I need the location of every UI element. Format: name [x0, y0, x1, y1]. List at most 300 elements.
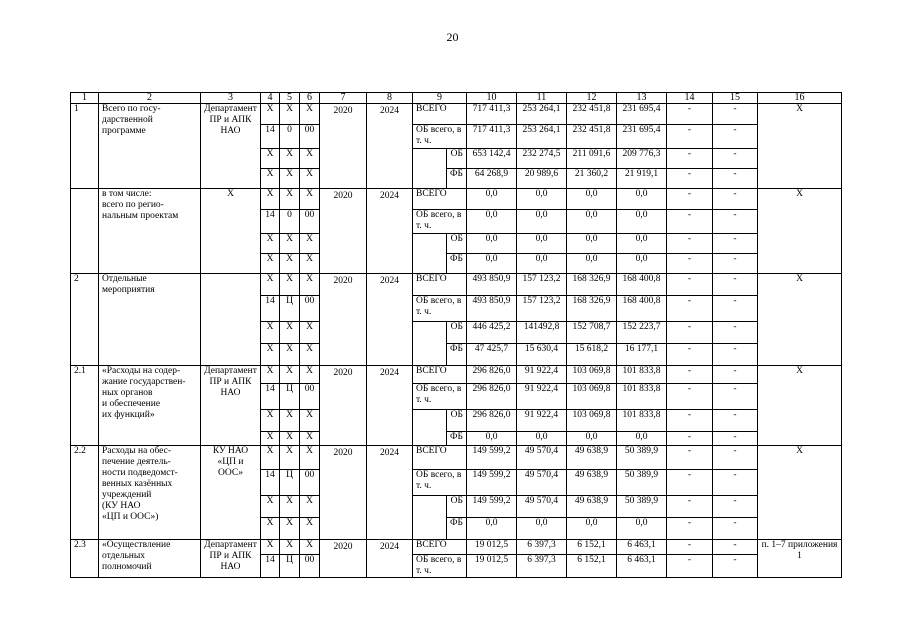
value-cell: 0,0 [467, 234, 517, 254]
value-cell: 168 400,8 [617, 296, 667, 322]
value-cell: 0,0 [467, 210, 517, 234]
department-cell [201, 189, 261, 274]
note-cell: Х [758, 104, 842, 189]
budget-code-cell: 00 [300, 125, 320, 149]
value-cell: 168 326,9 [567, 274, 617, 296]
end-year: 2024 [367, 104, 413, 189]
value-cell: 296 826,0 [467, 366, 517, 384]
value-cell: 157 123,2 [517, 274, 567, 296]
value-cell: - [667, 555, 713, 578]
funding-source-label: ФБ [447, 518, 467, 540]
value-cell: 49 570,4 [517, 470, 567, 496]
budget-code-cell: Х [261, 189, 280, 210]
program-name-line: учреждений [102, 490, 152, 500]
note-cell: Х [758, 446, 842, 540]
budget-code-cell: Х [280, 540, 300, 555]
program-name-line: и обеспечение [102, 399, 161, 409]
funding-source-label: ВСЕГО [413, 366, 467, 384]
value-cell: 0,0 [567, 518, 617, 540]
value-cell: - [667, 366, 713, 384]
start-year: 2020 [320, 189, 367, 274]
header-row [71, 93, 842, 104]
value-cell: 6 463,1 [617, 540, 667, 555]
table-row [71, 366, 842, 384]
program-name-line: Отдельные [102, 274, 147, 284]
funding-source-label: ВСЕГО [413, 189, 467, 210]
funding-source-indent [413, 496, 447, 540]
value-cell: - [713, 555, 758, 578]
value-cell: - [667, 410, 713, 432]
funding-source-label: ОБ [447, 234, 467, 254]
budget-code-cell: Х [261, 254, 280, 274]
budget-code-cell: Х [261, 540, 280, 555]
col-header: 7 [320, 93, 367, 104]
value-cell: 47 425,7 [467, 344, 517, 366]
budget-code-cell: Х [300, 540, 320, 555]
program-name-line: печение деятель- [102, 457, 171, 467]
value-cell: - [713, 125, 758, 149]
row-number: 2.3 [71, 540, 99, 578]
value-cell: - [667, 344, 713, 366]
value-cell: 6 463,1 [617, 555, 667, 578]
budget-code-cell: Х [261, 322, 280, 344]
value-cell: 50 389,9 [617, 446, 667, 470]
value-cell: - [713, 432, 758, 446]
budget-code-cell: Х [280, 322, 300, 344]
budget-code-cell: Х [280, 446, 300, 470]
value-cell: - [667, 296, 713, 322]
funding-source-label: ФБ [447, 432, 467, 446]
value-cell: - [713, 384, 758, 410]
funding-source-label: ОБ [447, 322, 467, 344]
table-row [71, 104, 842, 125]
value-cell: 103 069,8 [567, 384, 617, 410]
program-name-line: дарственной [102, 115, 153, 125]
value-cell: 49 570,4 [517, 446, 567, 470]
value-cell: - [667, 254, 713, 274]
department-cell [201, 274, 261, 366]
funding-source-label: ВСЕГО [413, 104, 467, 125]
budget-code-cell: Х [280, 518, 300, 540]
value-cell: - [713, 234, 758, 254]
value-cell: 0,0 [467, 254, 517, 274]
col-header: 8 [367, 93, 413, 104]
funding-source-label: ОБ всего, в т. ч. [413, 210, 467, 234]
budget-code-cell: Х [261, 274, 280, 296]
department-line: НАО [220, 126, 241, 136]
value-cell: - [713, 189, 758, 210]
program-name-line: Расходы на обес- [102, 446, 172, 456]
page-number: 20 [446, 30, 459, 44]
value-cell: - [667, 446, 713, 470]
department-line: Департамент [204, 104, 257, 114]
col-header: 5 [280, 93, 300, 104]
program-name-cell [99, 446, 201, 540]
col-header: 10 [467, 93, 517, 104]
value-cell: 0,0 [617, 432, 667, 446]
value-cell: - [713, 540, 758, 555]
funding-source-label: ОБ всего, в т. ч. [413, 555, 467, 578]
program-name-cell [99, 540, 201, 578]
funding-source-indent [413, 322, 447, 366]
value-cell: 0,0 [517, 518, 567, 540]
value-cell: - [713, 296, 758, 322]
note-cell: п. 1–7 приложения 1 [758, 540, 842, 578]
note-cell: Х [758, 189, 842, 274]
value-cell: - [667, 149, 713, 169]
table-body [71, 93, 842, 578]
end-year: 2024 [367, 274, 413, 366]
col-header: 16 [758, 93, 842, 104]
value-cell: - [667, 432, 713, 446]
department-line: Х [227, 189, 234, 199]
funding-source-label: ФБ [447, 344, 467, 366]
value-cell: - [713, 344, 758, 366]
funding-source-label: ОБ всего, в т. ч. [413, 384, 467, 410]
budget-code-cell: Х [300, 169, 320, 189]
value-cell: 19 012,5 [467, 555, 517, 578]
budget-code-cell: Х [280, 410, 300, 432]
value-cell: - [667, 384, 713, 410]
funding-source-label: ОБ всего, в т. ч. [413, 296, 467, 322]
funding-source-label: ВСЕГО [413, 274, 467, 296]
value-cell: - [713, 518, 758, 540]
department-line: Департамент [204, 366, 257, 376]
value-cell: 49 570,4 [517, 496, 567, 518]
budget-code-cell: Х [300, 189, 320, 210]
value-cell: - [667, 496, 713, 518]
value-cell: 0,0 [517, 234, 567, 254]
value-cell: 232 451,8 [567, 104, 617, 125]
department-line: ПР и АПК [209, 377, 252, 387]
col-header: 1 [71, 93, 99, 104]
start-year: 2020 [320, 274, 367, 366]
value-cell: - [713, 274, 758, 296]
budget-code-cell: Х [280, 344, 300, 366]
value-cell: 209 776,3 [617, 149, 667, 169]
value-cell: 16 177,1 [617, 344, 667, 366]
col-header: 2 [99, 93, 201, 104]
col-header: 4 [261, 93, 280, 104]
funding-source-label: ОБ [447, 496, 467, 518]
program-name-line: «Расходы на содер- [102, 366, 181, 376]
budget-code-cell: Х [261, 410, 280, 432]
budget-code-cell: 14 [261, 210, 280, 234]
budget-code-cell: Х [261, 149, 280, 169]
value-cell: 0,0 [617, 518, 667, 540]
value-cell: - [667, 104, 713, 125]
program-name-line: «ЦП и ООС») [102, 512, 159, 522]
budget-code-cell: 0 [280, 125, 300, 149]
value-cell: 446 425,2 [467, 322, 517, 344]
value-cell: - [667, 518, 713, 540]
department-line: «ЦП и ООС» [217, 457, 244, 478]
value-cell: 717 411,3 [467, 125, 517, 149]
value-cell: 49 638,9 [567, 496, 617, 518]
budget-code-cell: Х [300, 518, 320, 540]
value-cell: 493 850,9 [467, 296, 517, 322]
value-cell: 149 599,2 [467, 470, 517, 496]
value-cell: - [713, 446, 758, 470]
budget-code-cell: Х [300, 496, 320, 518]
program-name-line: всего по регио- [102, 200, 164, 210]
value-cell: 50 389,9 [617, 496, 667, 518]
value-cell: - [713, 210, 758, 234]
budget-code-cell: Х [280, 366, 300, 384]
budget-code-cell: Х [261, 366, 280, 384]
program-name-line: в том числе: [102, 189, 152, 199]
budget-code-cell: Х [261, 169, 280, 189]
value-cell: 253 264,1 [517, 104, 567, 125]
value-cell: 15 630,4 [517, 344, 567, 366]
value-cell: 157 123,2 [517, 296, 567, 322]
value-cell: 103 069,8 [567, 366, 617, 384]
budget-code-cell: Х [300, 410, 320, 432]
budget-code-cell: Х [300, 322, 320, 344]
value-cell: 101 833,8 [617, 410, 667, 432]
value-cell: - [667, 540, 713, 555]
budget-code-cell: 00 [300, 210, 320, 234]
program-name-line: их функций» [102, 410, 155, 420]
value-cell: 0,0 [567, 234, 617, 254]
value-cell: - [713, 322, 758, 344]
value-cell: - [713, 169, 758, 189]
value-cell: 231 695,4 [617, 125, 667, 149]
budget-code-cell: Ц [280, 470, 300, 496]
budget-code-cell: Х [300, 446, 320, 470]
program-name-line: нальным проектам [102, 211, 179, 221]
value-cell: 0,0 [517, 210, 567, 234]
value-cell: - [667, 234, 713, 254]
value-cell: 91 922,4 [517, 366, 567, 384]
col-header: 13 [617, 93, 667, 104]
program-name-line: «Осуществление [102, 540, 171, 550]
value-cell: 6 397,3 [517, 540, 567, 555]
budget-code-cell: 00 [300, 555, 320, 578]
col-header: 12 [567, 93, 617, 104]
end-year: 2024 [367, 446, 413, 540]
value-cell: - [713, 104, 758, 125]
budget-code-cell: 00 [300, 384, 320, 410]
budget-code-cell: Х [261, 432, 280, 446]
budget-code-cell: 14 [261, 470, 280, 496]
value-cell: 232 274,5 [517, 149, 567, 169]
program-name-line: венных казённых [102, 479, 173, 489]
budget-code-cell: Х [300, 104, 320, 125]
department-cell [201, 446, 261, 540]
budget-code-cell: Х [300, 432, 320, 446]
value-cell: - [713, 496, 758, 518]
value-cell: 0,0 [617, 210, 667, 234]
funding-source-label: ОБ всего, в т. ч. [413, 125, 467, 149]
end-year: 2024 [367, 540, 413, 578]
value-cell: 149 599,2 [467, 446, 517, 470]
value-cell: 0,0 [467, 189, 517, 210]
value-cell: 232 451,8 [567, 125, 617, 149]
program-name-line: Всего по госу- [102, 104, 161, 114]
value-cell: 296 826,0 [467, 384, 517, 410]
budget-code-cell: Ц [280, 296, 300, 322]
value-cell: - [713, 366, 758, 384]
value-cell: 0,0 [567, 432, 617, 446]
value-cell: 152 223,7 [617, 322, 667, 344]
department-line: КУ НАО [212, 446, 249, 456]
table-row [71, 274, 842, 296]
start-year: 2020 [320, 366, 367, 446]
budget-code-cell: Х [280, 149, 300, 169]
value-cell: 91 922,4 [517, 410, 567, 432]
value-cell: 49 638,9 [567, 446, 617, 470]
funding-source-indent [413, 234, 447, 274]
row-number: 1 [71, 104, 99, 189]
value-cell: 152 708,7 [567, 322, 617, 344]
funding-source-label: ВСЕГО [413, 446, 467, 470]
department-line: ПР и АПК [209, 551, 252, 561]
value-cell: 0,0 [617, 189, 667, 210]
value-cell: - [667, 125, 713, 149]
program-name-line: ных органов [102, 388, 153, 398]
col-header: 6 [300, 93, 320, 104]
value-cell: 0,0 [567, 210, 617, 234]
value-cell: 231 695,4 [617, 104, 667, 125]
budget-code-cell: Х [300, 149, 320, 169]
value-cell: - [667, 470, 713, 496]
value-cell: - [667, 210, 713, 234]
budget-code-cell: Х [280, 496, 300, 518]
value-cell: 717 411,3 [467, 104, 517, 125]
value-cell: 6 397,3 [517, 555, 567, 578]
budget-code-cell: 00 [300, 296, 320, 322]
value-cell: 20 989,6 [517, 169, 567, 189]
value-cell: - [713, 410, 758, 432]
col-header: 15 [713, 93, 758, 104]
start-year: 2020 [320, 104, 367, 189]
value-cell: - [667, 274, 713, 296]
department-line: ПР и АПК [209, 115, 252, 125]
department-cell [201, 104, 261, 189]
end-year: 2024 [367, 189, 413, 274]
value-cell: 0,0 [617, 254, 667, 274]
value-cell: 103 069,8 [567, 410, 617, 432]
table-row [71, 189, 842, 210]
row-number [71, 189, 99, 274]
program-name-cell [99, 274, 201, 366]
note-cell: Х [758, 366, 842, 446]
value-cell: 0,0 [567, 254, 617, 274]
budget-code-cell: Ц [280, 555, 300, 578]
table-row [71, 446, 842, 470]
department-line: НАО [220, 388, 241, 398]
value-cell: 101 833,8 [617, 384, 667, 410]
program-name-cell [99, 189, 201, 274]
budget-code-cell: Х [280, 189, 300, 210]
value-cell: 19 012,5 [467, 540, 517, 555]
program-name-line: программе [102, 126, 146, 136]
program-name-cell [99, 366, 201, 446]
value-cell: - [713, 470, 758, 496]
budget-code-cell: 14 [261, 296, 280, 322]
value-cell: 168 400,8 [617, 274, 667, 296]
department-line: НАО [220, 562, 241, 572]
department-cell [201, 540, 261, 578]
value-cell: - [667, 169, 713, 189]
value-cell: 91 922,4 [517, 384, 567, 410]
value-cell: 0,0 [467, 432, 517, 446]
note-cell: Х [758, 274, 842, 366]
budget-code-cell: Х [280, 169, 300, 189]
col-header: 14 [667, 93, 713, 104]
funding-source-indent [413, 410, 447, 446]
budget-code-cell: Х [300, 254, 320, 274]
value-cell: 0,0 [517, 254, 567, 274]
funding-source-label: ОБ [447, 149, 467, 169]
budget-code-cell: Х [280, 432, 300, 446]
value-cell: 0,0 [467, 518, 517, 540]
budget-code-cell: Х [300, 344, 320, 366]
value-cell: 21 360,2 [567, 169, 617, 189]
value-cell: - [713, 149, 758, 169]
col-header: 9 [413, 93, 467, 104]
start-year: 2020 [320, 446, 367, 540]
budget-code-cell: Ц [280, 384, 300, 410]
program-name-line: (КУ НАО [102, 501, 141, 511]
row-number: 2.2 [71, 446, 99, 540]
budget-code-cell: Х [261, 104, 280, 125]
budget-code-cell: 00 [300, 470, 320, 496]
program-name-line: отдельных [102, 551, 145, 561]
budget-code-cell: 14 [261, 125, 280, 149]
value-cell: 6 152,1 [567, 540, 617, 555]
value-cell: - [667, 322, 713, 344]
col-header: 11 [517, 93, 567, 104]
budget-code-cell: Х [261, 518, 280, 540]
value-cell: 493 850,9 [467, 274, 517, 296]
value-cell: 0,0 [567, 189, 617, 210]
value-cell: 253 264,1 [517, 125, 567, 149]
value-cell: 168 326,9 [567, 296, 617, 322]
funding-source-label: ОБ всего, в т. ч. [413, 470, 467, 496]
program-finance-table [70, 92, 842, 578]
funding-source-label: ВСЕГО [413, 540, 467, 555]
funding-source-label: ФБ [447, 254, 467, 274]
value-cell: 0,0 [517, 189, 567, 210]
value-cell: 141492,8 [517, 322, 567, 344]
budget-code-cell: Х [280, 104, 300, 125]
department-line: Департамент [204, 540, 257, 550]
value-cell: - [713, 254, 758, 274]
program-name-line: мероприятия [102, 285, 155, 295]
value-cell: 50 389,9 [617, 470, 667, 496]
program-name-line: полномочий [102, 562, 152, 572]
value-cell: 64 268,9 [467, 169, 517, 189]
budget-code-cell: 14 [261, 384, 280, 410]
row-number: 2 [71, 274, 99, 366]
budget-code-cell: Х [261, 344, 280, 366]
start-year: 2020 [320, 540, 367, 578]
budget-code-cell: Х [280, 274, 300, 296]
program-name-line: жание государствен- [102, 377, 186, 387]
budget-code-cell: Х [300, 366, 320, 384]
budget-code-cell: Х [261, 446, 280, 470]
row-number: 2.1 [71, 366, 99, 446]
budget-code-cell: Х [300, 274, 320, 296]
value-cell: 211 091,6 [567, 149, 617, 169]
funding-source-label: ФБ [447, 169, 467, 189]
table-row [71, 540, 842, 555]
budget-code-cell: Х [261, 234, 280, 254]
budget-code-cell: Х [261, 496, 280, 518]
value-cell: 101 833,8 [617, 366, 667, 384]
